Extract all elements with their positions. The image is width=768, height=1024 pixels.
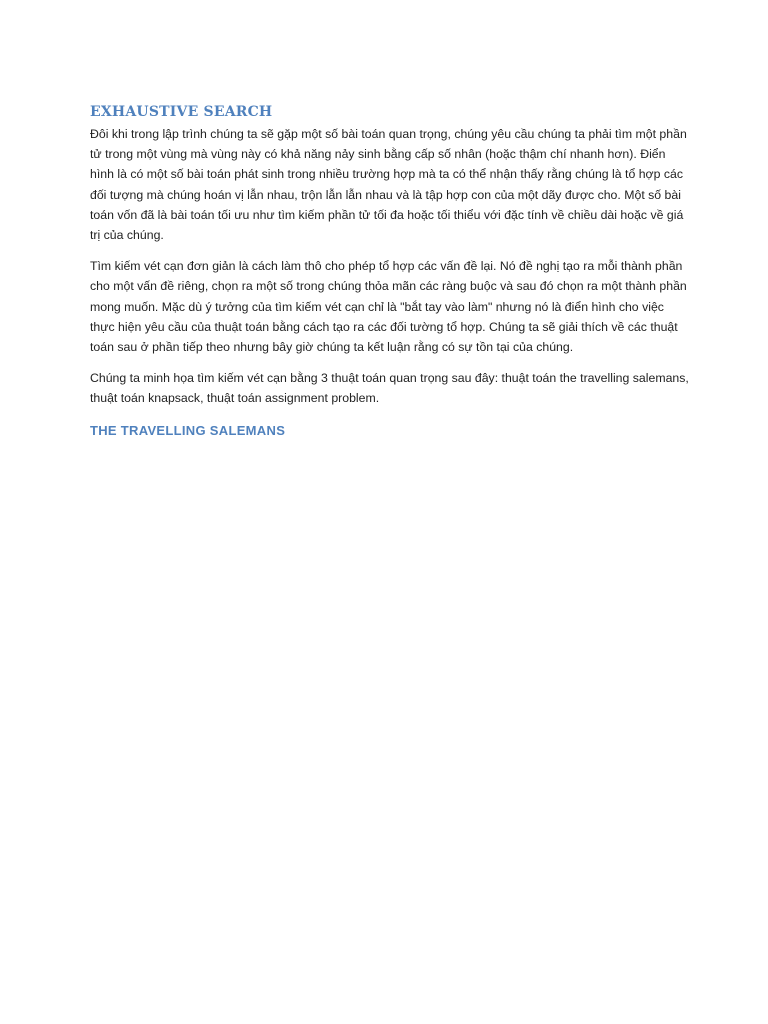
paragraph-exhaustive-search-definition: Tìm kiếm vét cạn đơn giản là cách làm thô cho phép tổ hợp các vấn đề lại. Nó đề nghị tạo ra mỗi thành phần cho một vấn đề riêng, chọn ra một số trong chúng thỏa mãn các ràng buộc và sau đó chọn ra một thành phần mong muốn. Mặc dù ý tưởng của tìm kiếm vét cạn chỉ là "bắt tay vào làm" nhưng nó là điển hình cho việc thực hiện yêu cầu của thuật toán bằng cách tạo ra các đối tường tổ hợp. Chúng ta sẽ giải thích về các thuật toán sau ở phần tiếp theo nhưng bây giờ chúng ta kết luận rằng có sự tồn tại của chúng. xyxy=(90,259,687,355)
document-content xyxy=(90,104,690,438)
paragraph-examples: Chúng ta minh họa tìm kiếm vét cạn bằng 3 thuật toán quan trọng sau đây: thuật toán the travelling salemans, thuật toán knapsack, thuật toán assignment problem. xyxy=(90,371,689,406)
document-title: EXHAUSTIVE SEARCH xyxy=(90,104,273,120)
paragraph-intro: Đôi khi trong lập trình chúng ta sẽ gặp một số bài toán quan trọng, chúng yêu cầu chúng ta phải tìm một phần tử trong một vùng mà vùng này có khả năng nảy sinh bằng cấp số nhân (hoặc thậm chí nhanh hơn). Điển hình là có một số bài toán phát sinh trong nhiều trường hợp mà ta có thể nhận thấy rằng chúng là tổ hợp các đối tượng mà chúng hoán vị lẫn nhau, trộn lẫn lẫn nhau và là tập hợp con của một dãy được cho. Một số bài toán vốn đã là bài toán tối ưu như tìm kiếm phần tử tối đa hoặc tối thiểu với đặc tính về chiều dài hoặc về giá trị của chúng. xyxy=(90,127,687,243)
section-heading-travelling-salesman: THE TRAVELLING SALEMANS xyxy=(90,422,286,438)
